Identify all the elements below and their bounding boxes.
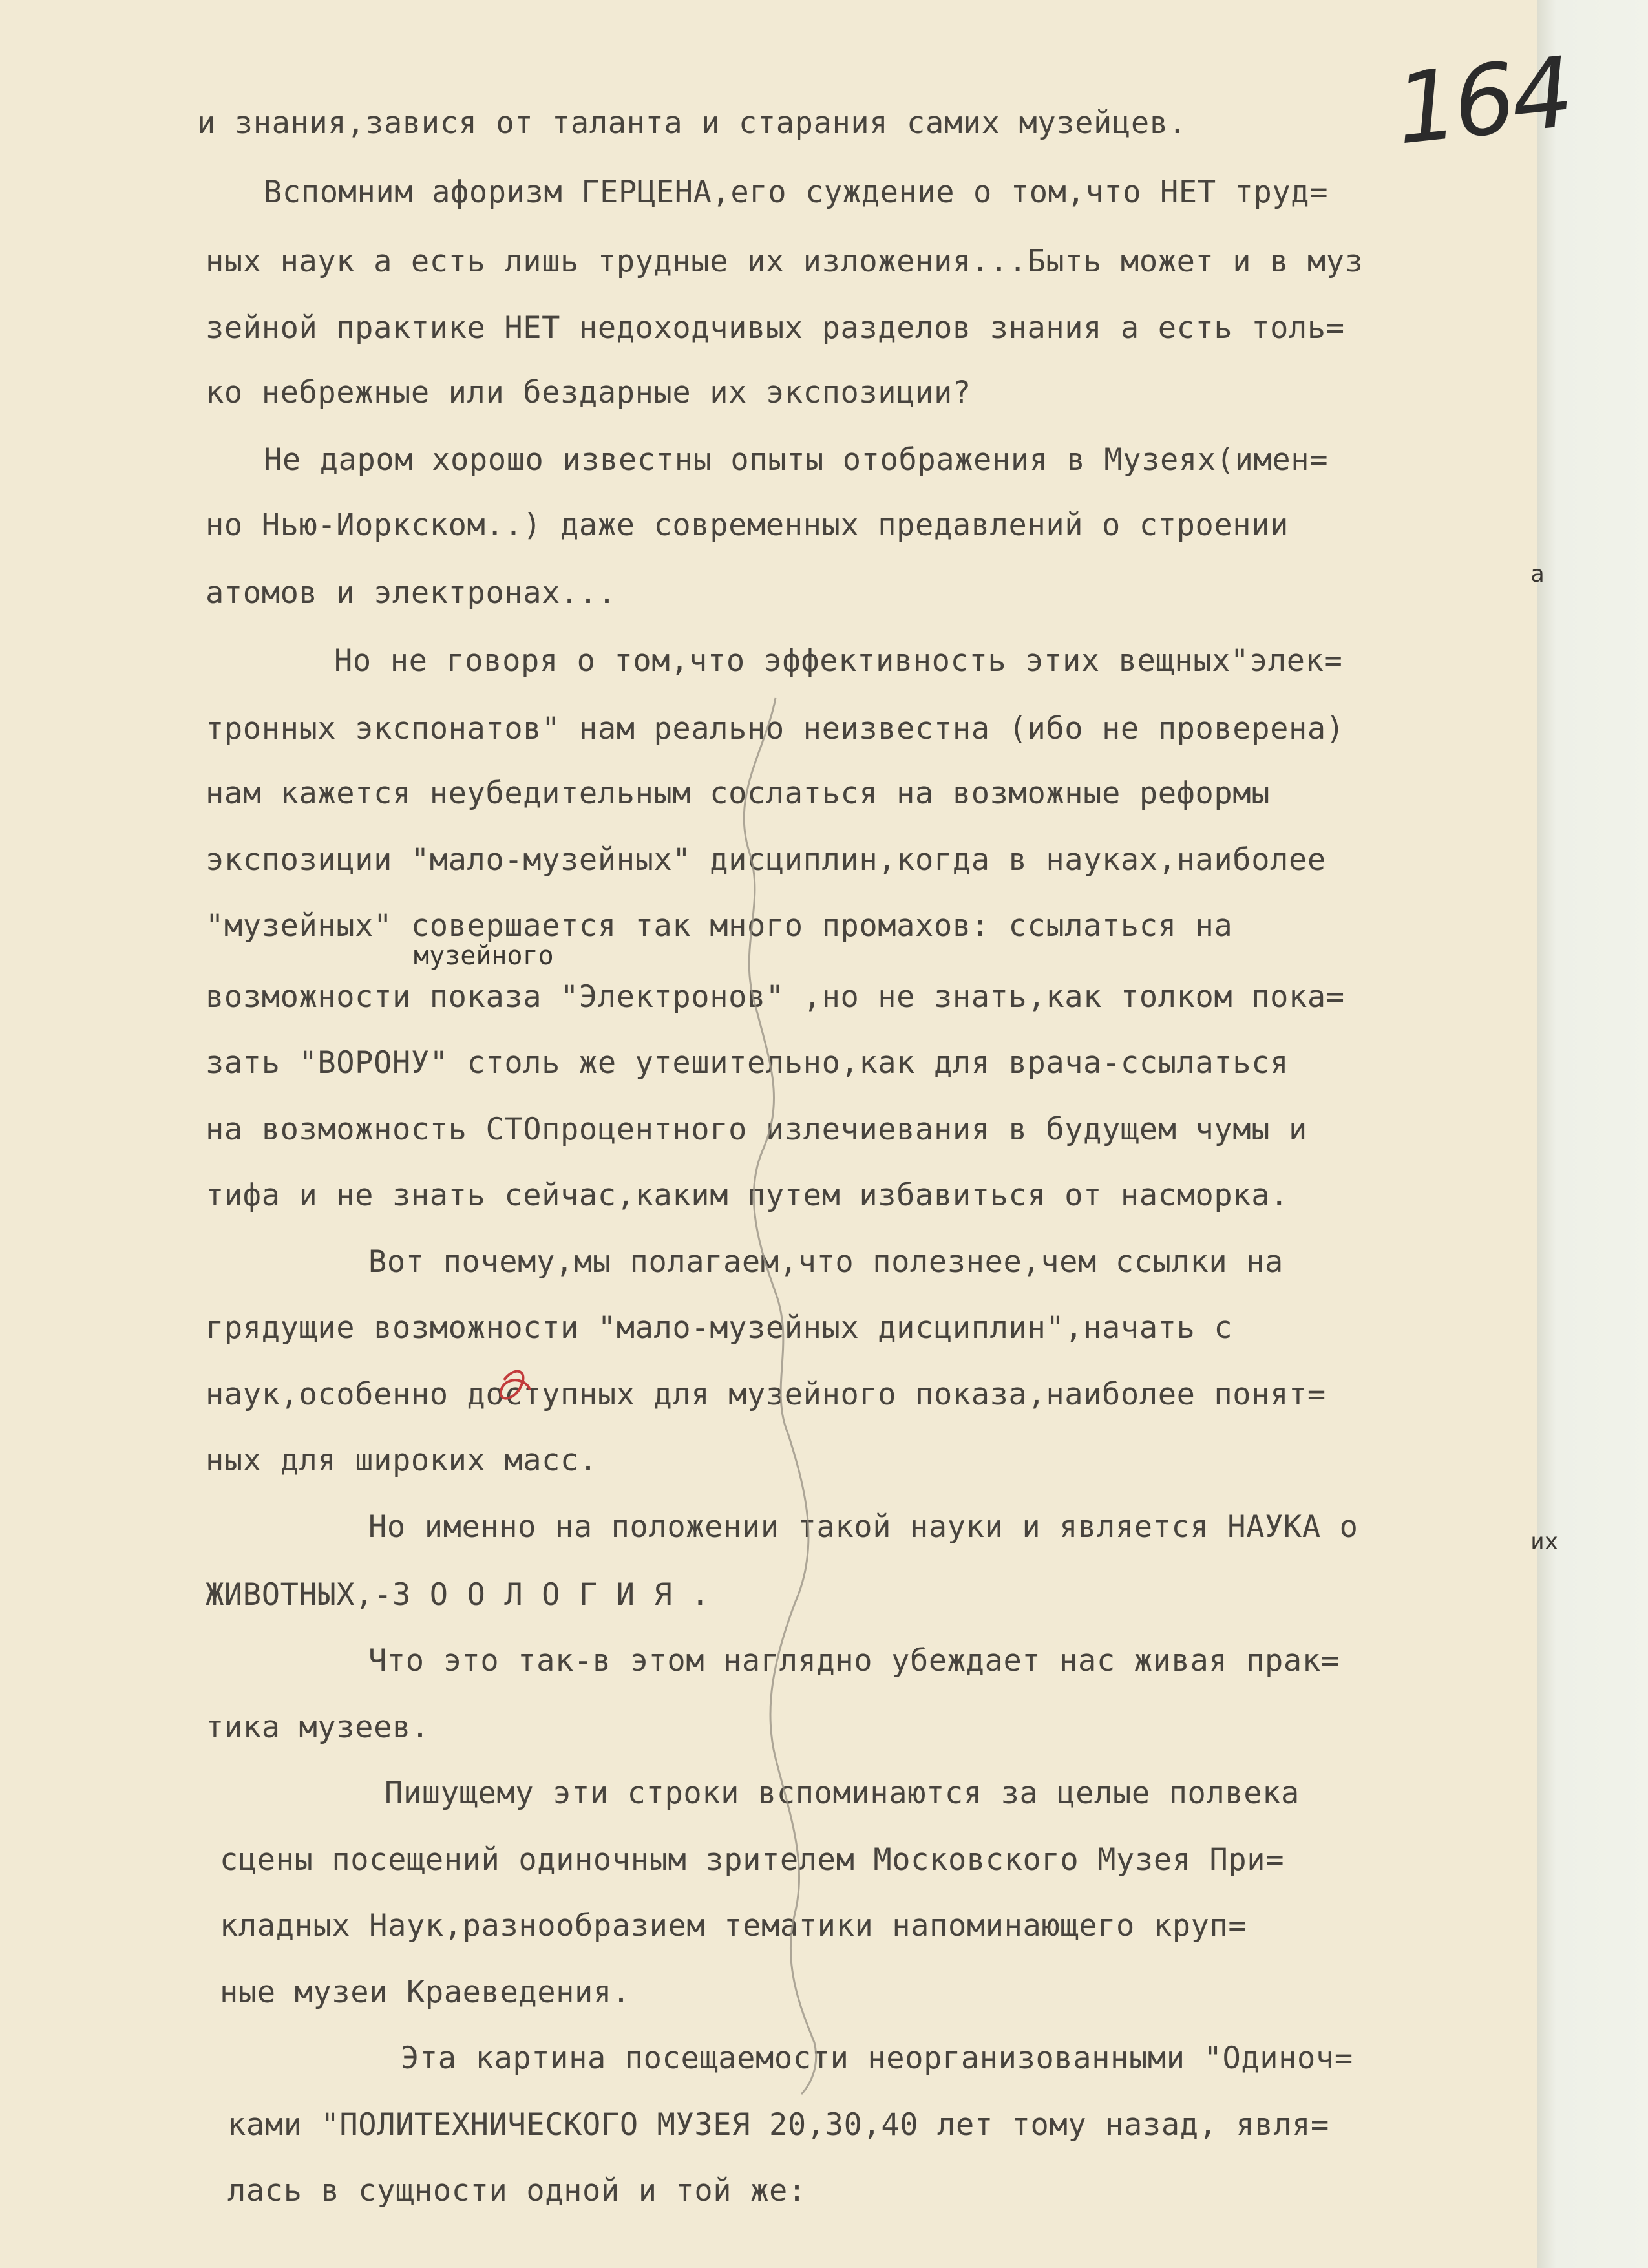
text-line-12: экспозиции "мало-музейных" дисциплин,когда в науках,наиболее [206,842,1326,878]
text-line-14: возможности показа "Электронов" ,но не знать,как толком пока= [206,979,1345,1015]
margin-note-right-2: их [1530,1529,1559,1555]
text-line-18: Вот почему,мы полагаем,что полезнее,чем ссылки на [368,1244,1284,1280]
text-line-5: ко небрежные или бездарные их экспозиции? [206,375,971,410]
text-line-25: тика музеев. [206,1710,430,1745]
text-line-27: сцены посещений одиночным зрителем Московского Музея При= [220,1842,1285,1878]
text-line-29: ные музеи Краеведения. [220,1975,631,2010]
text-line-24: Что это так-в этом наглядно убеждает нас живая прак= [368,1643,1340,1679]
text-line-15: зать "ВОРОНУ" столь же утешительно,как для врача-ссылаться [206,1045,1289,1081]
text-line-4: зейной практике НЕТ недоходчивых разделов знания а есть толь= [206,310,1345,346]
text-line-22: Но именно на положении такой науки и является НАУКА о [368,1509,1358,1545]
page-edge [1537,0,1648,2268]
text-line-2: Вспомним афоризм ГЕРЦЕНА,его суждение о том,что НЕТ труд= [264,175,1329,210]
page-number-handwritten: 164 [1390,36,1575,167]
text-line-1: и знания,завися от таланта и старания самих музейцев. [197,105,1187,141]
text-line-30: Эта картина посещаемости неорганизованными "Одиноч= [401,2040,1353,2076]
text-line-26: Пишущему эти строки вспоминаются за целые полвека [385,1775,1300,1811]
text-line-9: Но не говоря о том,что эффективность этих вещных"элек= [334,643,1343,679]
text-line-7: но Нью-Иоркском..) даже современных предавлений о строении [206,507,1289,543]
text-line-8: атомов и электронах... [206,575,617,611]
margin-note-right-1: а [1530,561,1545,588]
text-line-28: кладных Наук,разнообразием тематики напоминающего круп= [220,1908,1247,1944]
text-line-3: ных наук а есть лишь трудные их изложения...Быть может и в муз [206,244,1364,279]
text-line-19: грядущие возможности "мало-музейных дисциплин",начать с [206,1310,1233,1346]
text-line-13: "музейных" совершается так много промахов: ссылаться на [206,908,1233,944]
text-line-11: нам кажется неубедительным сослаться на возможные реформы [206,776,1271,811]
text-line-17: тифа и не знать сейчас,каким путем избавиться от насморка. [206,1178,1289,1213]
text-line-16: на возможность СТОпроцентного излечиевания в будущем чумы и [206,1112,1307,1147]
text-line-21: ных для широких масс. [206,1443,598,1478]
text-line-10: тронных экспонатов" нам реально неизвестна (ибо не проверена) [206,711,1345,747]
text-line-20: наук,особенно доступных для музейного показа,наиболее понят= [206,1377,1326,1412]
text-line-6: Не даром хорошо известны опыты отображения в Музеях(имен= [264,442,1329,478]
interlinear-insert: музейного [414,941,554,971]
text-line-31: ками "ПОЛИТЕХНИЧЕСКОГО МУЗЕЯ 20,30,40 лет тому назад, явля= [227,2107,1329,2143]
text-line-32: лась в сущности одной и той же: [227,2173,807,2209]
text-line-23: ЖИВОТНЫХ,-З О О Л О Г И Я . [206,1577,710,1613]
